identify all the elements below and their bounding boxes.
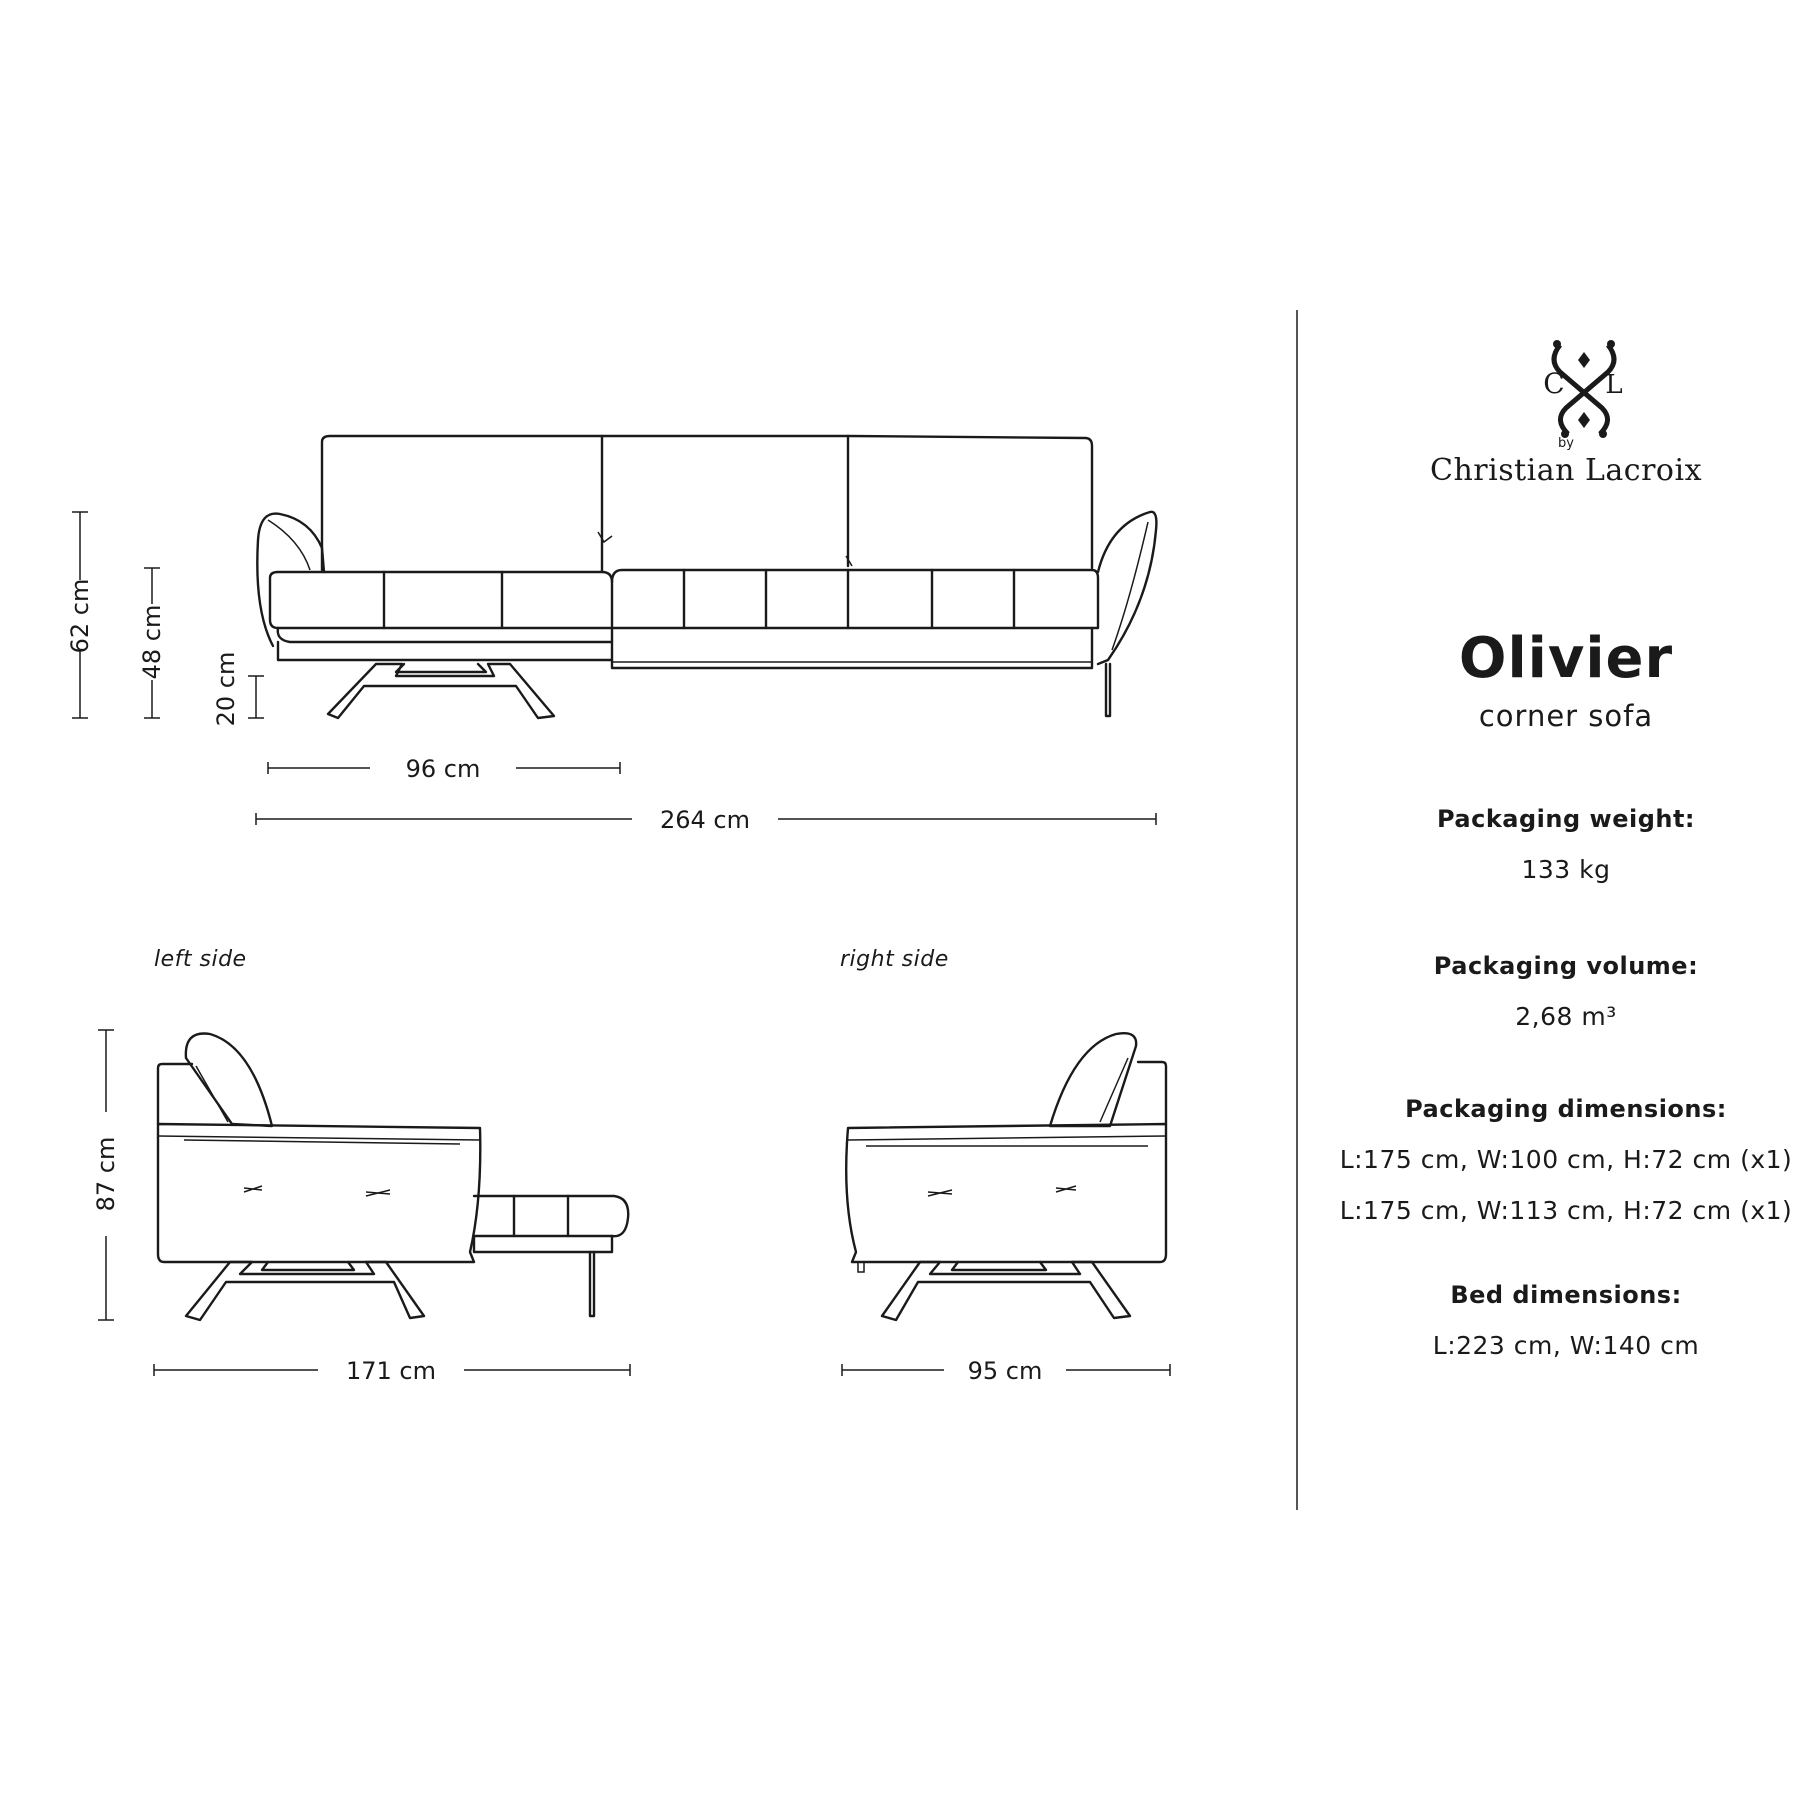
right-small-foot bbox=[858, 1262, 864, 1272]
dim-front-seat-width: 96 cm bbox=[405, 755, 481, 783]
dim-leg-height: 20 cm bbox=[212, 651, 240, 727]
svg-text:C: C bbox=[1543, 367, 1565, 400]
spec-weight bbox=[1316, 805, 1816, 884]
label-left-side: left side bbox=[154, 947, 247, 972]
brand-name: Christian Lacroix bbox=[1429, 453, 1703, 488]
right-dimensions bbox=[842, 1357, 1170, 1385]
product-subtitle: corner sofa bbox=[1478, 699, 1654, 733]
panel-divider bbox=[1296, 310, 1298, 1510]
dim-side-height: 87 cm bbox=[92, 1136, 120, 1212]
spec-label: Packaging dimensions: bbox=[1405, 1095, 1727, 1123]
left-pillow-seam bbox=[196, 1066, 228, 1122]
spec-bed-dimensions bbox=[1316, 1281, 1816, 1360]
right-side-view bbox=[846, 1033, 1166, 1320]
right-arm-top-seam bbox=[848, 1136, 1166, 1140]
left-chaise-base bbox=[474, 1236, 612, 1252]
spec-packaging-dimensions bbox=[1316, 1095, 1816, 1225]
spec-value: 2,68 m³ bbox=[1515, 1002, 1617, 1031]
svg-text:L: L bbox=[1605, 370, 1623, 400]
right-back-pillow bbox=[1050, 1033, 1136, 1126]
dim-front-total-width: 264 cm bbox=[659, 806, 751, 834]
front-right-armrest bbox=[1098, 512, 1156, 664]
front-base-frame bbox=[278, 628, 612, 660]
left-side-view bbox=[158, 1034, 628, 1321]
left-dimensions bbox=[92, 1030, 630, 1385]
brand-by: by bbox=[1558, 436, 1574, 451]
right-tuft-2 bbox=[1056, 1186, 1076, 1192]
left-back-pillow bbox=[186, 1034, 272, 1127]
front-left-armrest-seam bbox=[268, 520, 310, 570]
dim-seat-height: 48 cm bbox=[138, 604, 166, 680]
left-chaise-leg bbox=[590, 1252, 594, 1316]
info-panel bbox=[1316, 330, 1816, 1360]
front-sled-brace bbox=[396, 664, 486, 672]
label-right-side: right side bbox=[840, 947, 949, 972]
spec-value: L:223 cm, W:140 cm bbox=[1432, 1331, 1700, 1360]
front-backrest-left bbox=[322, 436, 602, 572]
left-chaise-cushion bbox=[474, 1196, 628, 1236]
left-back-frame bbox=[158, 1064, 192, 1124]
front-base-left bbox=[278, 628, 612, 642]
front-dimensions bbox=[66, 512, 1156, 834]
front-right-leg bbox=[1106, 664, 1110, 716]
right-arm-body bbox=[846, 1124, 1166, 1262]
front-right-armrest-seam bbox=[1112, 522, 1148, 650]
left-tuft bbox=[244, 1186, 262, 1192]
front-view bbox=[257, 436, 1156, 718]
dim-right-depth: 95 cm bbox=[967, 1357, 1043, 1385]
front-backrest-middle bbox=[602, 436, 848, 566]
dim-left-depth: 171 cm bbox=[345, 1357, 437, 1385]
front-left-armrest bbox=[257, 514, 324, 646]
spec-value: L:175 cm, W:100 cm, H:72 cm (x1) bbox=[1339, 1145, 1793, 1174]
left-arm-body bbox=[158, 1124, 480, 1262]
logo-space bbox=[1316, 330, 1816, 434]
front-seat-left bbox=[270, 572, 612, 628]
dim-back-height: 62 cm bbox=[66, 578, 94, 654]
left-arm-inner-line bbox=[184, 1140, 460, 1144]
spec-value: L:175 cm, W:113 cm, H:72 cm (x1) bbox=[1339, 1196, 1793, 1225]
front-tuft-mark bbox=[598, 532, 612, 542]
left-tuft-2 bbox=[366, 1190, 390, 1196]
spec-value: 133 kg bbox=[1521, 855, 1611, 884]
spec-volume bbox=[1316, 952, 1816, 1031]
left-arm-top-seam bbox=[158, 1136, 480, 1140]
spec-label: Bed dimensions: bbox=[1450, 1281, 1682, 1309]
right-tuft bbox=[928, 1190, 952, 1196]
spec-label: Packaging weight: bbox=[1436, 805, 1696, 833]
spec-label: Packaging volume: bbox=[1433, 952, 1699, 980]
front-backrest-right bbox=[848, 436, 1092, 568]
right-back-frame bbox=[1138, 1062, 1166, 1124]
product-title: Olivier bbox=[1458, 626, 1674, 691]
